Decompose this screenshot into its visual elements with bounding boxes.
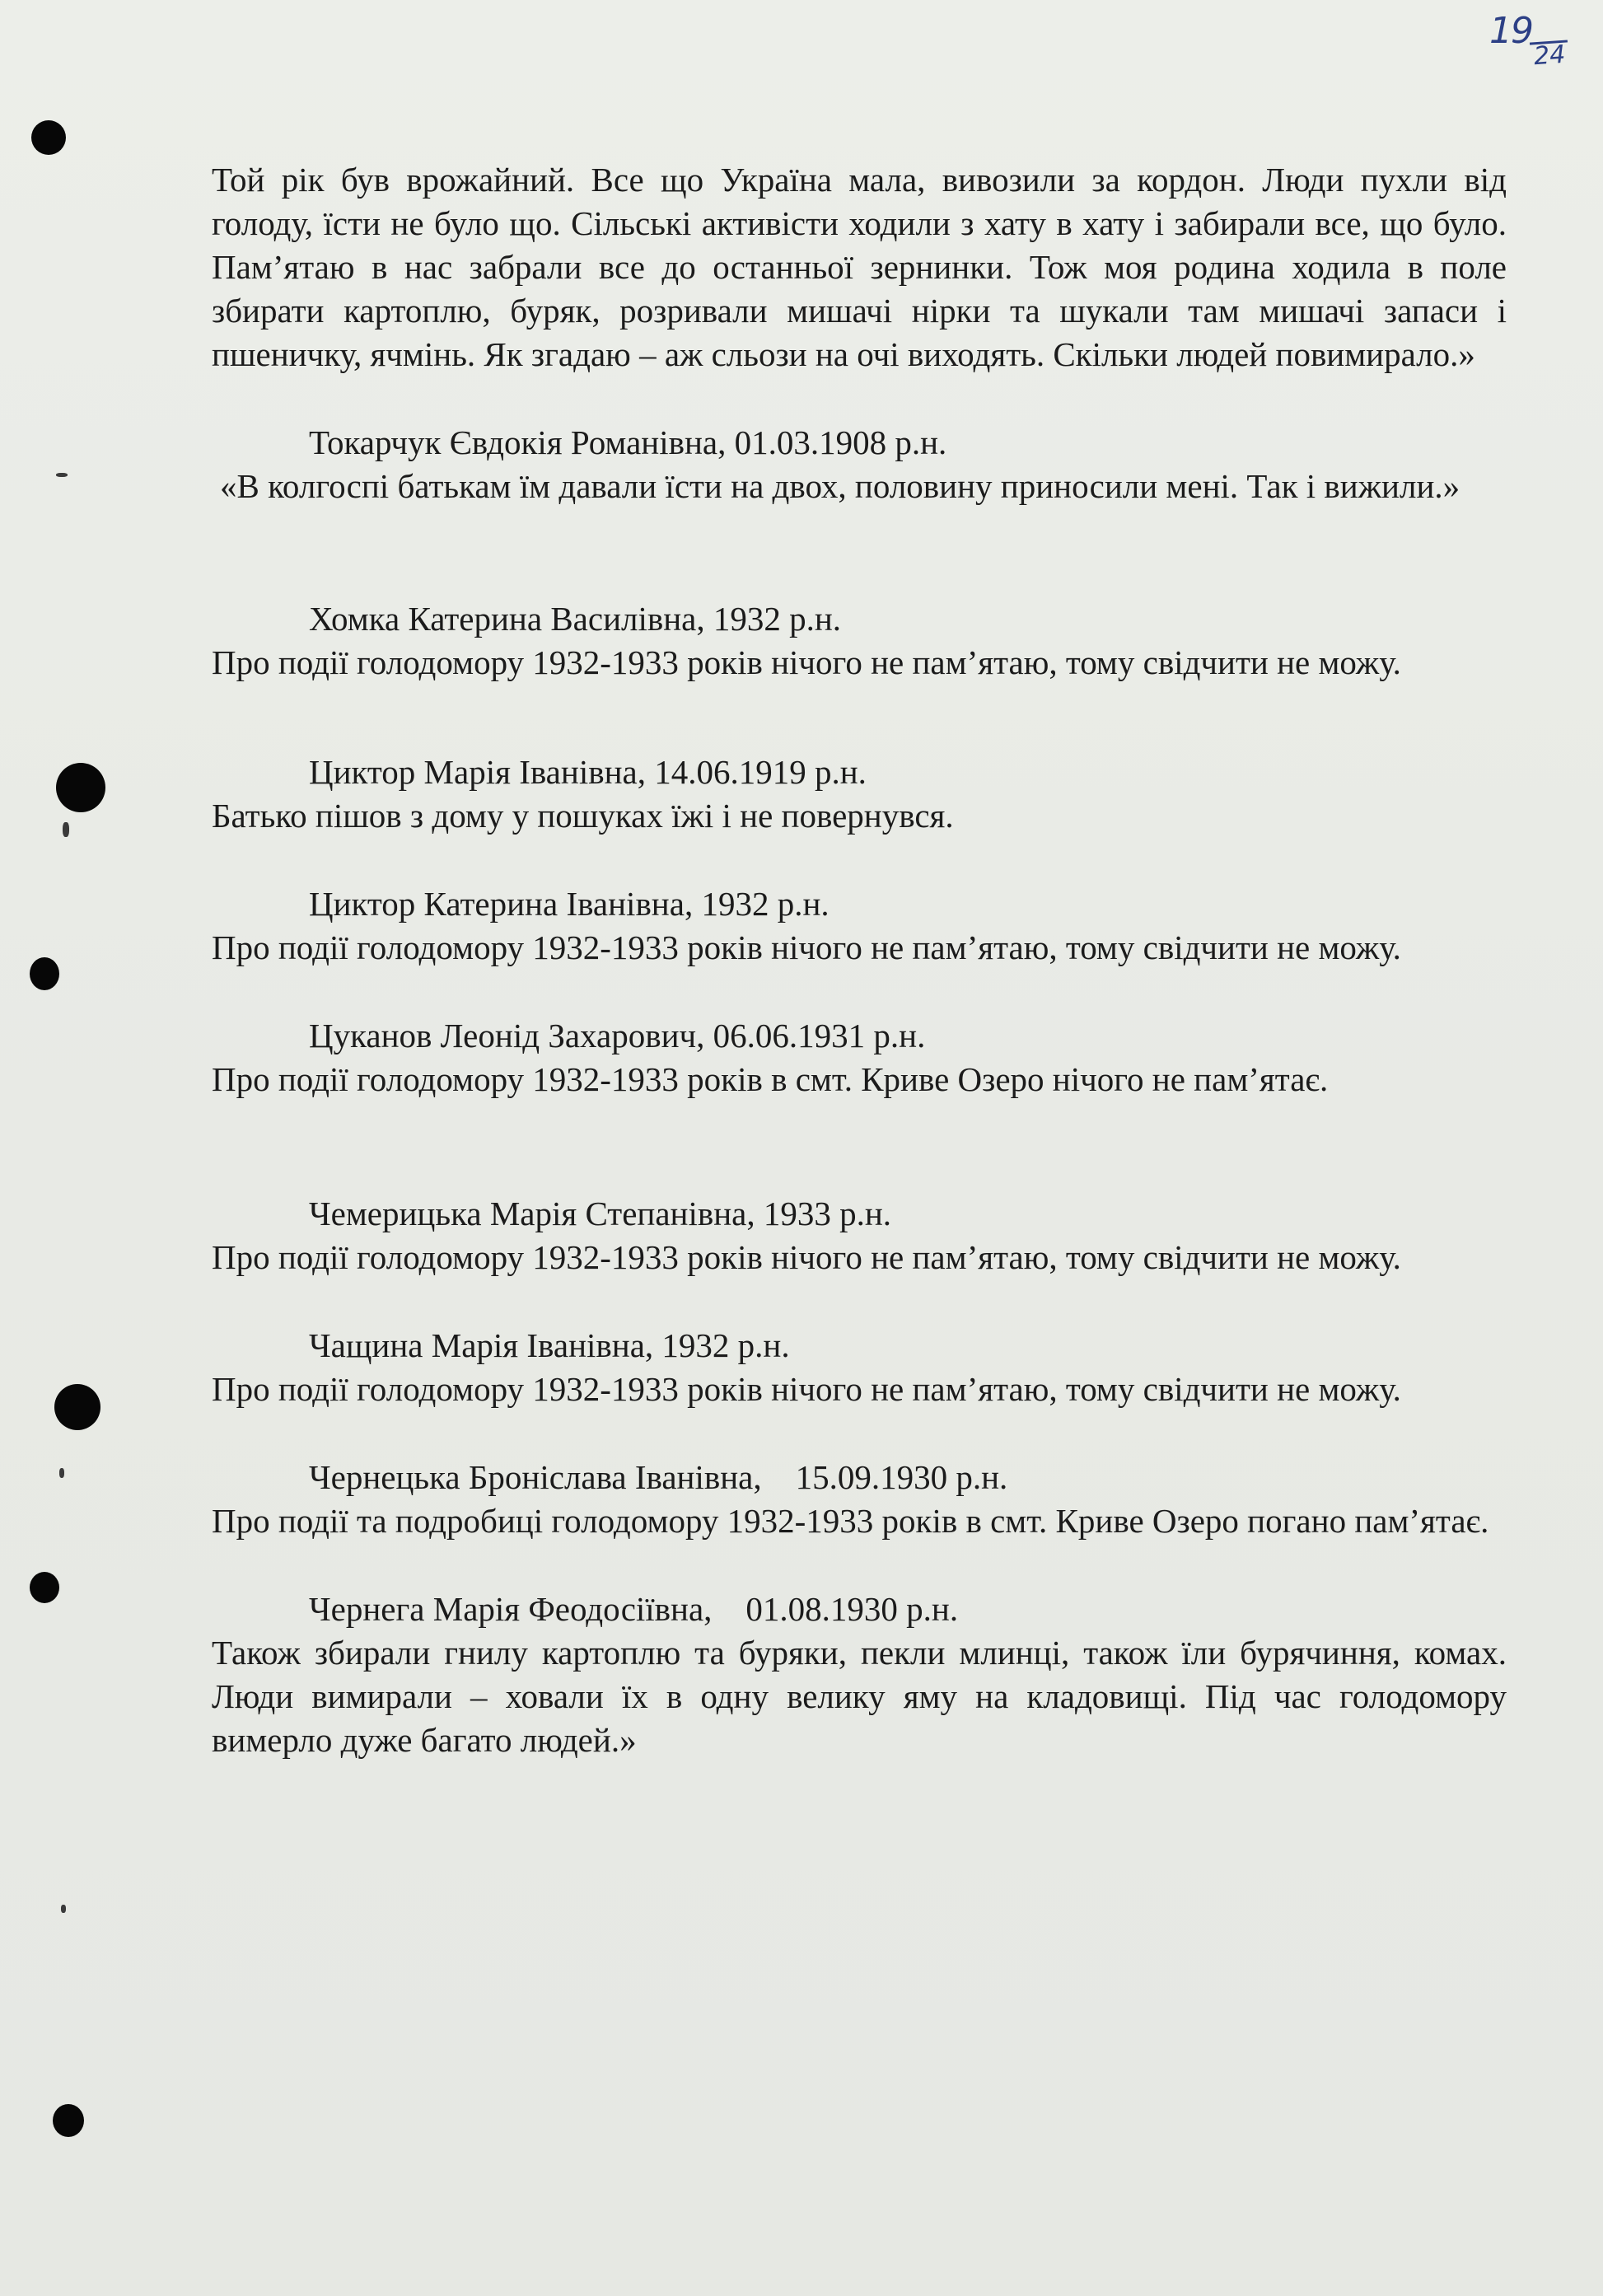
paper-speck [63, 822, 69, 837]
punch-hole [53, 2104, 84, 2137]
testimony-text: Також збирали гнилу картоплю та буряки, пекли млинці, також їли бурячиння, комах. Люди вимирали – ховали їх в одну велику яму на кладовищі. Під час голодомору вимерло дуже багато людей.» [212, 1634, 1507, 1759]
page-number: 19 [1489, 10, 1532, 52]
testimony-entry [212, 1192, 1507, 1279]
punch-hole [31, 120, 66, 155]
testimony-text: Про події голодомору 1932-1933 років нічого не пам’ятаю, тому свідчити не можу. [212, 1238, 1401, 1276]
page-number-sub: 24 [1530, 40, 1569, 69]
testimony-entry [212, 1456, 1507, 1543]
testimony-text: Про події голодомору 1932-1933 років нічого не пам’ятаю, тому свідчити не можу. [212, 643, 1401, 681]
testimony-text: «В колгоспі батькам їм давали їсти на двох, половину приносили мені. Так і вижили.» [220, 467, 1460, 505]
paper-speck [59, 1468, 64, 1478]
testimony-entry [212, 421, 1507, 508]
testimony-entry [212, 597, 1507, 685]
punch-hole [30, 1572, 59, 1603]
witness-name: Цуканов Леонід Захарович, 06.06.1931 р.н. [309, 1017, 926, 1054]
punch-hole [56, 763, 105, 812]
intro-paragraph: Той рік був врожайний. Все що Україна мала, вивозили за кордон. Люди пухли від голоду, їсти не було що. Сільські активісти ходили з хату в хату і забирали все, що було. Пам’ятаю в нас забрали все до останньої зернинки. Тож моя родина ходила в поле збирати картоплю, буряк, розривали мишачі нірки та шукали там мишачі запаси і пшеничку, ячмінь. Як згадаю – аж сльози на очі виходять. Скільки людей повимирало.» [212, 161, 1507, 373]
testimony-text: Про події та подробиці голодомору 1932-1933 років в смт. Криве Озеро погано пам’ятає. [212, 1502, 1489, 1540]
witness-name: Циктор Марія Іванівна, 14.06.1919 р.н. [309, 753, 867, 791]
testimony-text: Про події голодомору 1932-1933 років нічого не пам’ятаю, тому свідчити не можу. [212, 928, 1401, 966]
paper-speck [56, 473, 68, 477]
testimony-entry [212, 882, 1507, 970]
punch-hole [54, 1384, 100, 1430]
witness-name: Чемерицька Марія Степанівна, 1933 р.н. [309, 1195, 892, 1232]
witness-name: Чащина Марія Іванівна, 1932 р.н. [309, 1326, 790, 1364]
testimony-entry [212, 1324, 1507, 1411]
document-body [212, 158, 1507, 1762]
testimony-text: Батько пішов з дому у пошуках їжі і не повернувся. [212, 797, 954, 835]
witness-name: Циктор Катерина Іванівна, 1932 р.н. [309, 885, 830, 923]
witness-name: Чернецька Броніслава Іванівна, 15.09.1930 р.н. [309, 1458, 1008, 1496]
testimony-text: Про події голодомору 1932-1933 років нічого не пам’ятаю, тому свідчити не можу. [212, 1370, 1401, 1408]
testimony-entry [212, 1014, 1507, 1101]
testimony-entry [212, 1588, 1507, 1762]
testimony-text: Про події голодомору 1932-1933 років в смт. Криве Озеро нічого не пам’ятає. [212, 1060, 1329, 1098]
witness-name: Токарчук Євдокія Романівна, 01.03.1908 р.н. [309, 423, 947, 461]
paper-speck [61, 1905, 66, 1913]
testimony-entry [212, 751, 1507, 838]
witness-name: Чернега Марія Феодосіївна, 01.08.1930 р.н. [309, 1590, 959, 1628]
witness-name: Хомка Катерина Василівна, 1932 р.н. [309, 600, 842, 638]
punch-hole [30, 957, 59, 990]
